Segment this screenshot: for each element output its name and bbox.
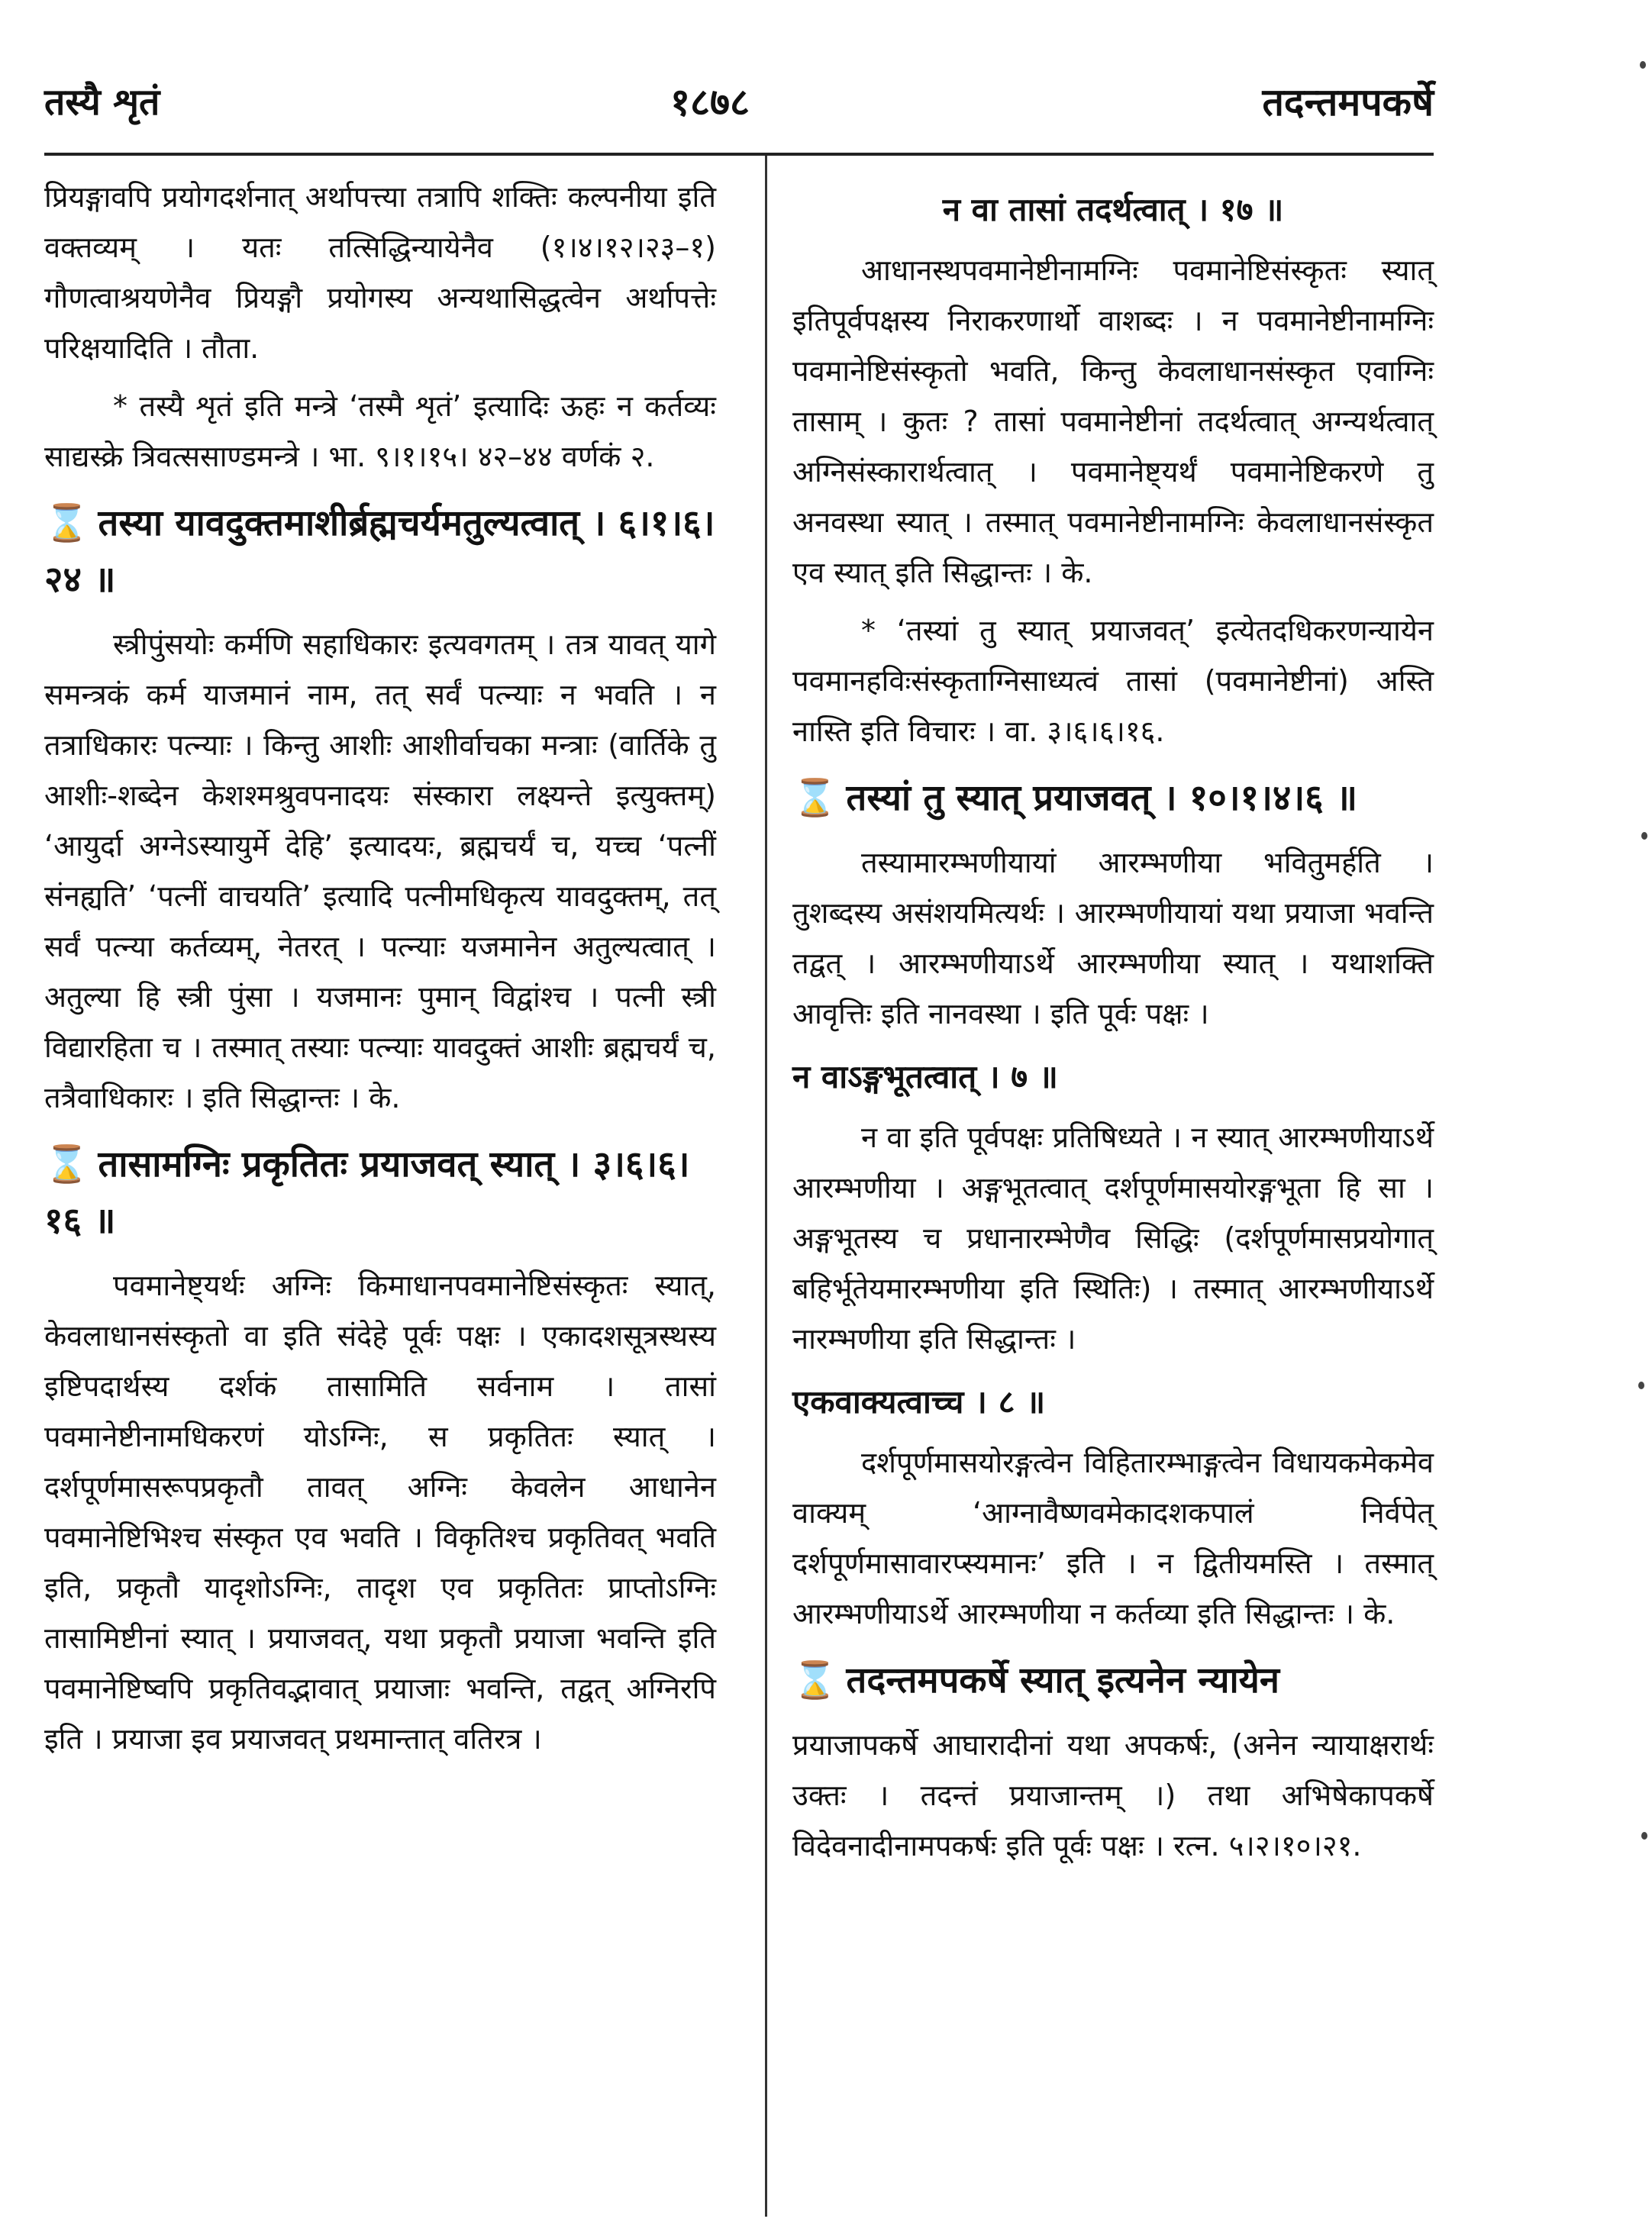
left-sutra-2-text: तासामग्निः प्रकृतितः प्रयाजवत् स्यात् । ३।६।६।१६ ॥ — [44, 1143, 690, 1242]
left-sutra-2 — [44, 1137, 716, 1250]
right-column — [792, 172, 1434, 1879]
right-paragraph-1: आधानस्थपवमानेष्टीनामग्निः पवमानेष्टिसंस्कृतः स्यात् इतिपूर्वपक्षस्य निराकरणार्थो वाशब्दः । न पवमानेष्टीनामग्निः पवमानेष्टिसंस्कृतो भवति, किन्तु केवलाधानसंस्कृत एवाग्निः तासाम् । कुतः ? तासां पवमानेष्टीनां तदर्थत्वात् अग्न्यर्थत्वात् अग्निसंस्कारार्थत्वात् । पवमानेष्ट्यर्थं पवमानेष्टिकरणे तु अनवस्था स्यात् । तस्मात् पवमानेष्टीनामग्निः केवलाधानसंस्कृत एव स्यात् इति सिद्धान्तः । के. — [792, 253, 1434, 589]
left-paragraph-1: प्रियङ्गावपि प्रयोगदर्शनात् अर्थापत्त्या तत्रापि शक्तिः कल्पनीया इति वक्तव्यम् । यतः तत्सिद्धिन्यायेनैव (१।४।१२।२३–१) गौणत्वाश्रयणेनैव प्रियङ्गौ प्रयोगस्य अन्यथासिद्धत्वेन अर्थापत्तेः परिक्षयादिति । तौता. — [44, 180, 716, 365]
scan-speck — [1641, 832, 1647, 840]
column-divider — [765, 156, 767, 2217]
header-rule — [44, 153, 1434, 156]
right-subsutra-2: न वाऽङ्गभूतत्वात् । ७ ॥ — [792, 1058, 1058, 1095]
right-note-1: * ‘तस्यां तु स्यात् प्रयाजवत्’ इत्येतदधिकरणन्यायेन पवमानहविःसंस्कृताग्निसाध्यत्वं तासां (पवमानेष्टीनां) अस्ति नास्ति इति विचारः । वा. ३।६।६।१६. — [792, 614, 1434, 748]
scan-speck — [1640, 61, 1646, 69]
left-sutra-1 — [44, 495, 716, 608]
header-left-word: तस्यै शृतं — [44, 81, 160, 124]
right-subsutra-3: एकवाक्यत्वाच्च । ८ ॥ — [792, 1383, 1046, 1421]
left-sutra-1-text: तस्या यावदुक्तमाशीर्ब्रह्मचर्यमतुल्यत्वात् । ६।१।६।२४ ॥ — [44, 502, 715, 601]
left-paragraph-2: स्त्रीपुंसयोः कर्मणि सहाधिकारः इत्यवगतम् । तत्र यावत् यागे समन्त्रकं कर्म याजमानं नाम, तत् सर्वं पत्न्याः न भवति । न तत्राधिकारः पत्न्याः । किन्तु आशीः आशीर्वाचका मन्त्राः (वार्तिके तु आशीः-शब्देन केशश्मश्रुवपनादयः संस्कारा लक्ष्यन्ते इत्युक्तम्) ‘आयुर्दा अग्नेऽस्यायुर्मे देहि’ इत्यादयः, ब्रह्मचर्यं च, यच्च ‘पत्नीं संनह्यति’ ‘पत्नीं वाचयति’ इत्यादि पत्नीमधिकृत्य यावदुक्तम्, तत् सर्वं पत्न्या कर्तव्यम्, नेतरत् । पत्न्याः यजमानेन अतुल्यत्वात् । अतुल्या हि स्त्री पुंसा । यजमानः पुमान् विद्वांश्च । पत्नी स्त्री विद्यारहिता च । तस्मात् तस्याः पत्न्याः यावदुक्तं आशीः ब्रह्मचर्यं च, तत्रैवाधिकारः । इति सिद्धान्तः । के. — [44, 627, 717, 1114]
scan-speck — [1641, 1832, 1647, 1840]
right-sutra-1-text: तस्यां तु स्यात् प्रयाजवत् । १०।१।४।६ ॥ — [846, 777, 1358, 819]
right-subsutra-1: न वा तासां तदर्थत्वात् । १७ ॥ — [942, 191, 1284, 228]
left-note-1: * तस्यै शृतं इति मन्त्रे ‘तस्मै शृतं’ इत्यादिः ऊहः न कर्तव्यः साद्यस्क्रे त्रिवत्ससाण्डमन्त्रे । भा. ९।१।१५। ४२–४४ वर्णकं २. — [44, 389, 716, 473]
left-paragraph-3: पवमानेष्ट्यर्थः अग्निः किमाधानपवमानेष्टिसंस्कृतः स्यात्, केवलाधानसंस्कृतो वा इति संदेहे पूर्वः पक्षः । एकादशसूत्रस्थस्य इष्टिपदार्थस्य दर्शकं तासामिति सर्वनाम । तासां पवमानेष्टीनामधिकरणं योऽग्निः, स प्रकृतितः स्यात् । दर्शपूर्णमासरूपप्रकृतौ तावत् अग्निः केवलेन आधानेन पवमानेष्टिभिश्च संस्कृत एव भवति । विकृतिश्च प्रकृतिवत् भवति इति, प्रकृतौ यादृशोऽग्निः, तादृश एव प्रकृतितः प्राप्तोऽग्निः तासामिष्टीनां स्यात् । प्रयाजवत्, यथा प्रकृतौ प्रयाजा भवन्ति इति पवमानेष्टिष्वपि प्रकृतिवद्भावात् प्रयाजाः भवन्ति, तद्वत् अग्निरपि इति । प्रयाजा इव प्रयाजवत् प्रथमान्तात् वतिरत्र । — [44, 1269, 716, 1756]
hourglass-icon: ⌛ — [792, 1659, 837, 1701]
page-header — [44, 63, 1434, 124]
hourglass-icon: ⌛ — [792, 777, 837, 819]
page-number: १८७८ — [670, 80, 750, 124]
right-sutra-2-text: तदन्तमपकर्षे स्यात् इत्यनेन न्यायेन — [846, 1659, 1279, 1701]
hourglass-icon: ⌛ — [44, 502, 89, 544]
right-sutra-2 — [792, 1653, 1434, 1709]
header-right-word: तदन्तमपकर्षे — [1262, 80, 1434, 124]
left-column — [44, 172, 716, 1772]
hourglass-icon: ⌛ — [44, 1143, 89, 1185]
right-sutra-1 — [792, 770, 1434, 827]
scan-speck — [1638, 1382, 1644, 1389]
right-paragraph-2: तस्यामारम्भणीयायां आरम्भणीया भवितुमर्हति । तुशब्दस्य असंशयमित्यर्थः । आरम्भणीयायां यथा प्रयाजा भवन्ति तद्वत् । आरम्भणीयाऽर्थे आरम्भणीया स्यात् । यथाशक्ति आवृत्तिः इति नानवस्था । इति पूर्वः पक्षः । — [792, 846, 1434, 1030]
right-paragraph-5: प्रयाजापकर्षे आघारादीनां यथा अपकर्षः, (अनेन न्यायाक्षरार्थः उक्तः । तदन्तं प्रयाजान्तम् ।) तथा अभिषेकापकर्षे विदेवनादीनामपकर्षः इति पूर्वः पक्षः । रत्न. ५।२।१०।२१. — [792, 1728, 1434, 1862]
right-paragraph-3: न वा इति पूर्वपक्षः प्रतिषिध्यते । न स्यात् आरम्भणीयाऽर्थे आरम्भणीया । अङ्गभूतत्वात् दर्शपूर्णमासयोरङ्गभूता हि सा । अङ्गभूतस्य च प्रधानारम्भेणैव सिद्धिः (दर्शपूर्णमासप्रयोगात् बहिर्भूतेयमारम्भणीया इति स्थितिः) । तस्मात् आरम्भणीयाऽर्थे नारम्भणीया इति सिद्धान्तः । — [792, 1121, 1434, 1356]
right-paragraph-4: दर्शपूर्णमासयोरङ्गत्वेन विहितारम्भाङ्गत्वेन विधायकमेकमेव वाक्यम् ‘आग्नावैष्णवमेकादशकपालं निर्वपेत् दर्शपूर्णमासावारप्स्यमानः’ इति । न द्वितीयमस्ति । तस्मात् आरम्भणीयाऽर्थे आरम्भणीया न कर्तव्या इति सिद्धान्तः । के. — [792, 1446, 1434, 1630]
